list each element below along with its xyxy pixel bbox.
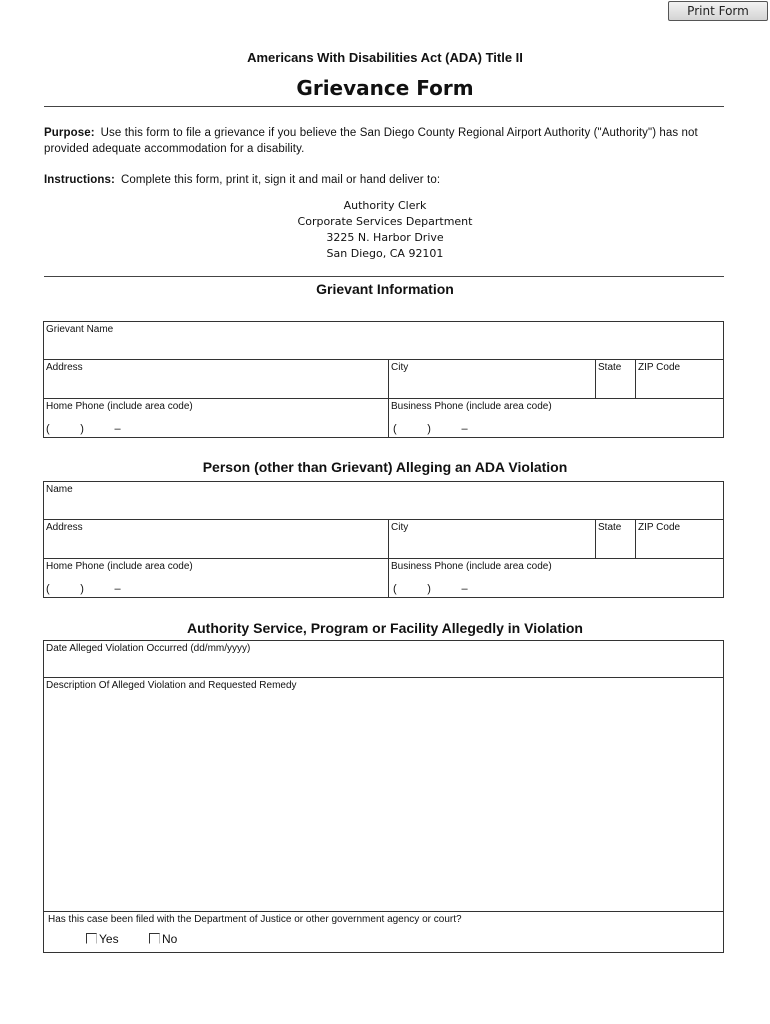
no-option[interactable] [149,932,177,946]
field-label: Home Phone (include area code) [46,561,193,572]
phone-format: ( ) – [46,423,121,435]
field-label: ZIP Code [638,522,681,533]
field-label: Address [46,522,83,533]
field-label: City [391,362,409,373]
section-divider [44,276,724,277]
other-person-address-field[interactable] [43,519,389,559]
address-line: 3225 N. Harbor Drive [326,231,444,244]
print-form-button[interactable]: Print Form [668,1,768,21]
field-label: Business Phone (include area code) [391,401,552,412]
purpose-text: Use this form to file a grievance if you believe the San Diego County Regional Airport Authority ("Authority") has not provided adequate accommodation for a disability. [44,127,698,155]
other-person-zip-field[interactable] [635,519,724,559]
title-divider [44,106,724,107]
violation-description-field[interactable] [43,677,724,912]
grievant-state-field[interactable] [595,359,636,399]
act-title: Americans With Disabilities Act (ADA) Title II [247,50,523,65]
phone-format: ( ) – [393,423,468,435]
yes-label: Yes [99,932,119,946]
grievant-business-phone-field[interactable] [388,398,724,438]
grievant-name-field[interactable] [43,321,724,360]
grievant-city-field[interactable] [388,359,596,399]
field-label: Date Alleged Violation Occurred (dd/mm/yyyy) [46,643,251,654]
instructions-text: Complete this form, print it, sign it and mail or hand deliver to: [120,174,441,186]
address-line: Authority Clerk [343,199,427,212]
purpose-paragraph [44,125,724,157]
address-line: Corporate Services Department [297,215,473,228]
phone-format: ( ) – [393,583,468,595]
grievant-section-title: Grievant Information [316,281,454,297]
purpose-label: Purpose: [44,127,95,139]
field-label: Home Phone (include area code) [46,401,193,412]
instructions-label: Instructions: [44,174,115,186]
no-label: No [162,932,178,946]
violation-date-field[interactable] [43,640,724,678]
grievant-address-field[interactable] [43,359,389,399]
other-person-section-title: Person (other than Grievant) Alleging an ADA Violation [202,459,568,475]
other-person-state-field[interactable] [595,519,636,559]
yes-checkbox[interactable] [86,933,97,944]
grievant-zip-field[interactable] [635,359,724,399]
yes-option[interactable] [86,932,119,946]
instructions-paragraph [44,172,724,188]
field-label: Address [46,362,83,373]
field-label: ZIP Code [638,362,681,373]
field-label: Business Phone (include area code) [391,561,552,572]
mailing-address [0,198,770,262]
field-label: State [598,522,622,533]
other-person-name-field[interactable] [43,481,724,520]
case-filed-question: Has this case been filed with the Department of Justice or other government agency or court? [48,914,462,925]
case-filed-field [43,911,724,953]
grievant-home-phone-field[interactable] [43,398,389,438]
form-title: Grievance Form [296,76,474,100]
violation-section-title: Authority Service, Program or Facility Allegedly in Violation [187,620,583,636]
field-label: State [598,362,622,373]
other-person-home-phone-field[interactable] [43,558,389,598]
phone-format: ( ) – [46,583,121,595]
address-line: San Diego, CA 92101 [326,247,444,260]
other-person-business-phone-field[interactable] [388,558,724,598]
field-label: Description Of Alleged Violation and Requested Remedy [46,680,297,691]
no-checkbox[interactable] [149,933,160,944]
other-person-city-field[interactable] [388,519,596,559]
field-label: Name [46,484,73,495]
field-label: City [391,522,409,533]
field-label: Grievant Name [46,324,114,335]
